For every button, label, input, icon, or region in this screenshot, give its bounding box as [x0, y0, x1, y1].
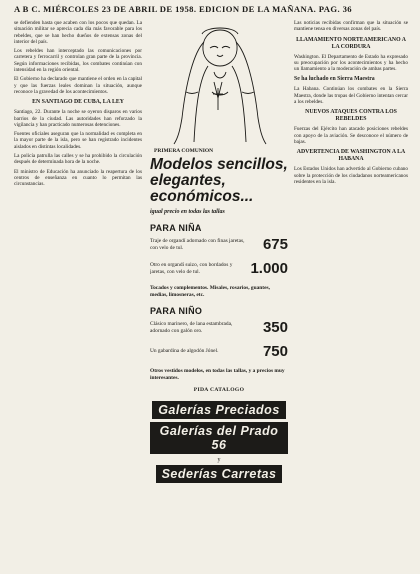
- left-paragraph-6: La policía patrulla las calles y se ha prohibido la circulación después de determinada hora de la noche.: [14, 153, 142, 166]
- right-paragraph-4: Fuerzas del Ejército han atacado posiciones rebeldes con apoyo de la aviación. Se desconoce el número de bajas.: [294, 126, 408, 145]
- right-column: [294, 20, 408, 570]
- product-desc: Otro en organdí suizo, con bordados y jaretas, con velo de tul.: [150, 261, 233, 275]
- product-price: 675: [262, 236, 288, 253]
- advertisement: [150, 20, 288, 570]
- section-boy: PARA NIÑO: [150, 306, 203, 317]
- left-paragraph-5: Fuentes oficiales aseguran que la normalidad es completa en la mayor parte de la isla, pero se han registrado incidentes aislados en distintas localidades.: [14, 131, 142, 150]
- left-paragraph-3: El Gobierno ha declarado que mantiene el orden en la capital y que las fuerzas leales dominan la situación, aunque reconoce la gravedad de los acontecimientos.: [14, 76, 142, 95]
- ad-caption: PRIMERA COMUNION: [154, 148, 214, 154]
- logo-galerias-del-prado: [150, 422, 288, 454]
- product-row: [150, 237, 288, 252]
- product-price: 350: [262, 319, 288, 337]
- left-paragraph-4: Santiago, 22. Durante la noche se oyeron disparos en varios barrios de la ciudad. Las autoridades han reforzado la vigilancia y han practicado numerosas detenciones.: [14, 109, 142, 128]
- logo-sederias-carretas: [150, 465, 288, 483]
- right-heading-3: NUEVOS ATAQUES CONTRA LOS REBELDES: [305, 109, 397, 123]
- logo-text: Galerías del Prado 56: [150, 422, 288, 454]
- left-paragraph-7: El ministro de Educación ha anunciado la reapertura de los centros de enseñanza en cuanto lo permitan las circunstancias.: [14, 168, 142, 188]
- product-row: [150, 320, 288, 335]
- right-paragraph-3: La Habana. Continúan los combates en la Sierra Maestra, donde las tropas del Gobierno intentan cercar a los rebeldes.: [294, 86, 408, 106]
- right-heading-4: ADVERTENCIA DE WASHINGTON A LA HABANA: [296, 149, 406, 163]
- communion-girl-illustration: [156, 22, 284, 147]
- logo-connector: y: [217, 457, 221, 464]
- ad-subline: igual precio en todas las tallas: [150, 209, 225, 215]
- left-paragraph-1: se defienden hasta que acaben con los pocos que quedan. La situación militar se aprecia cada día más favorable para los rebeldes, que se han hecho dueños de extensas zonas del interior del país.: [14, 20, 142, 45]
- accessories-note: Tocados y complementos. Misales, rosarios, guantes, medias, limosneras, etc.: [150, 285, 270, 298]
- right-paragraph-5: Los Estados Unidos han advertido al Gobierno cubano sobre la protección de los ciudadanos norteamericanos residentes en la isla.: [294, 166, 408, 185]
- left-column: [14, 20, 142, 570]
- left-heading-1: EN SANTIAGO DE CUBA, LA LEY: [32, 99, 124, 106]
- models-note: Otros vestidos modelos, en todas las tallas, y a precios muy interesantes.: [150, 368, 285, 381]
- logo-text: Sederías Carretas: [156, 465, 283, 483]
- right-paragraph-2: Washington. El Departamento de Estado ha expresado su preocupación por los acontecimientos y ha hecho un llamamiento a la moderación de ambas partes.: [294, 53, 408, 73]
- logo-text: Galerías Preciados: [152, 401, 286, 419]
- product-desc: Clásico marinero, de lana estambrada, adornado con galón oro.: [150, 321, 233, 334]
- ad-headline: Modelos sencillos, elegantes, económicos...: [150, 156, 288, 205]
- logo-galerias-preciados: [150, 401, 288, 419]
- right-heading-2: Se ha luchado en Sierra Maestra: [294, 76, 375, 83]
- catalog-line: PIDA CATALOGO: [193, 387, 245, 394]
- product-desc: Un gabardina de algodón Jónel.: [150, 348, 219, 355]
- left-paragraph-2: Los rebeldes han interceptado las comunicaciones por carretera y ferrocarril y controlan gran parte de la provincia. Según informaciones recibidas, los combates continúan con intensidad en la región oriental.: [14, 48, 142, 74]
- right-paragraph-1: Las noticias recibidas confirman que la situación se mantiene tensa en diversas zonas del país.: [294, 20, 408, 33]
- product-price: 750: [262, 343, 288, 361]
- right-heading-1: LLAMAMIENTO NORTEAMERICANO A LA CORDURA: [296, 36, 406, 50]
- product-row: [150, 261, 288, 276]
- page-header: A B C. MIÉRCOLES 23 DE ABRIL DE 1958. EDICION DE LA MAÑANA. PAG. 36: [14, 4, 352, 14]
- product-price: 1.000: [250, 260, 288, 277]
- product-desc: Traje de organdí adornado con finas jaretas, con velo de tul.: [150, 237, 245, 251]
- section-girl: PARA NIÑA: [150, 223, 202, 233]
- product-row: [150, 344, 288, 359]
